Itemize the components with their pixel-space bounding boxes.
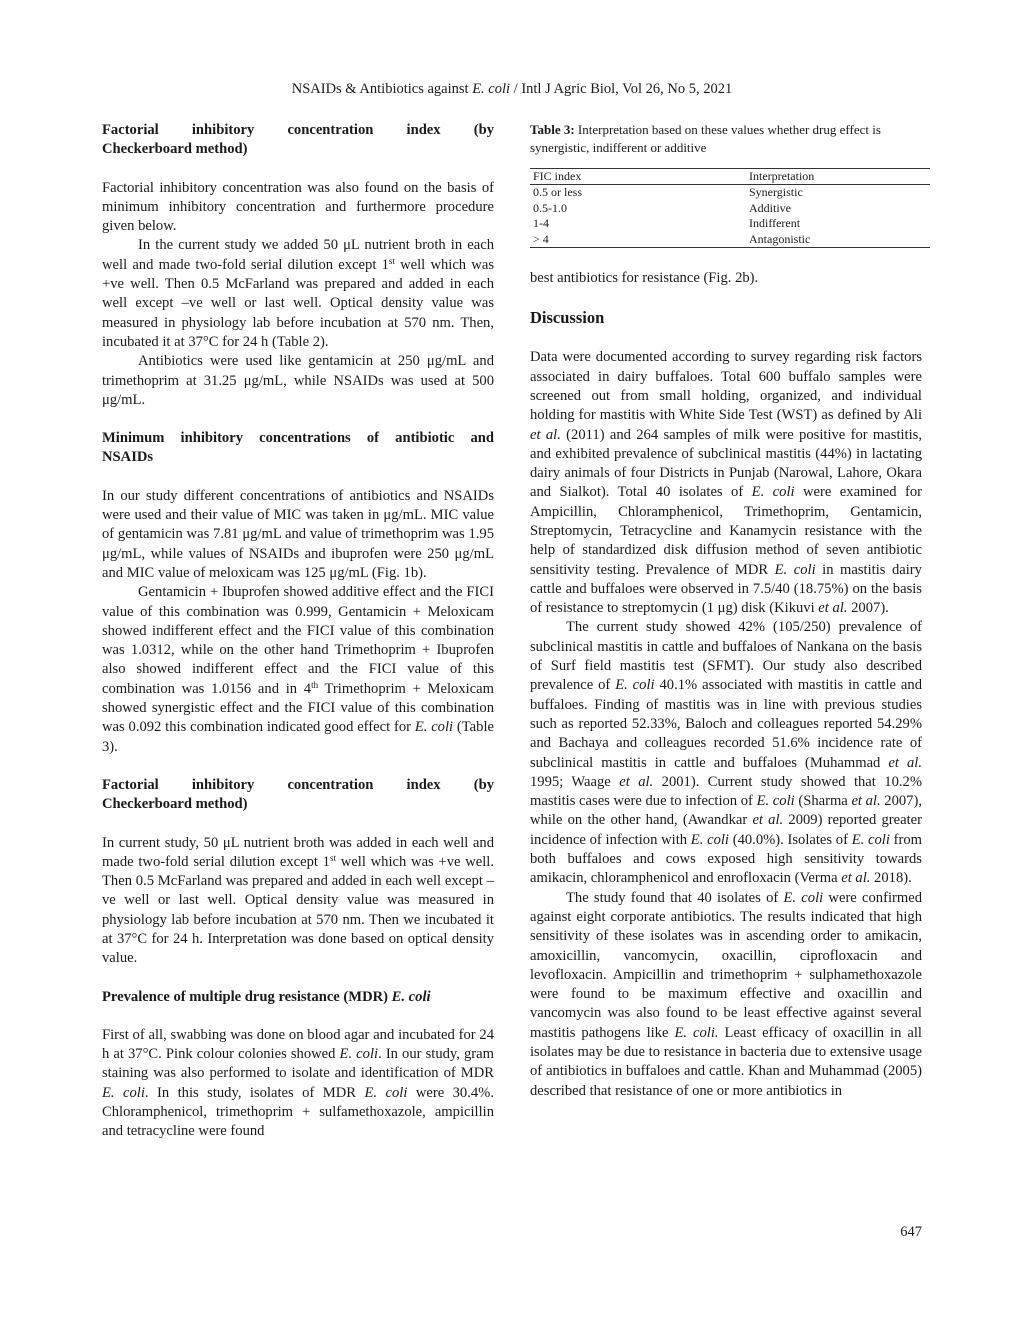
page-number: 647 — [900, 1224, 922, 1240]
right-column — [530, 121, 922, 1101]
paragraph: Factorial inhibitory concentration was also found on the basis of minimum inhibitory concentration and furthermore procedure given below. — [102, 179, 494, 235]
paragraph: In the current study we added 50 μL nutrient broth in each well and made two-fold serial dilution except 1st well which was +ve well. Then 0.5 McFarland was prepared and added in each well except –ve well or last well. Optical density value was measured in physiology lab before incubation at 570 nm. Then, incubated it at 37°C for 24 h (Table 2). — [102, 237, 495, 350]
paragraph: In our study different concentrations of antibiotics and NSAIDs were used and their value of MIC was taken in μg/mL. MIC value of gentamicin was 7.81 μg/mL and value of trimethoprim was 1.95 μg/mL, while values of NSAIDs and ibuprofen were 250 μg/mL and MIC value of meloxicam was 125 μg/mL (Fig. 1b). — [102, 487, 494, 581]
section-heading-mic: Minimum inhibitory concentrations of antibiotic and — [102, 430, 494, 447]
paragraph: The current study showed 42% (105/250) prevalence of subclinical mastitis in cattle and buffaloes of Nankana on the basis of Surf field mastitis test (SFMT). Our study also described prevalence of E. coli 40.1% associated with mastitis in cattle and buffaloes. Finding of mastitis was in line with previous studies such as reported 52.33%, Baloch and colleagues reported 54.29% and Bachaya and colleagues recorded 51.6% incidence rate of subclinical mastitis in cattle and buffaloes (Muhammad et al. 1995; Waage et al. 2001). Current study showed that 10.2% mastitis cases were due to infection of E. coli (Sharma et al. 2007), while on the other hand, (Awandkar et al. 2009) reported greater incidence of infection with E. coli (40.0%). Isolates of E. coli from both buffaloes and cows exposed high sensitivity towards amikacin, chloramphenicol and enrofloxacin (Verma et al. 2018). — [530, 619, 923, 887]
table-cell: Antagonistic — [746, 232, 930, 248]
paragraph: First of all, swabbing was done on blood agar and incubated for 24 h at 37°C. Pink colour colonies showed E. coli. In our study, gram staining was also performed to isolate and identification of MDR E. coli. In this study, isolates of MDR E. coli were 30.4%. Chloramphenicol, trimethoprim + sulfamethoxazole, ampicillin and tetracycline were found — [102, 1026, 494, 1140]
table-caption: Table 3: Interpretation based on these values whether drug effect is synergistic, indifferent or additive — [530, 122, 881, 155]
fic-interpretation-table — [530, 168, 930, 248]
paragraph: best antibiotics for resistance (Fig. 2b). — [530, 270, 759, 287]
table-header-fic-index: FIC index — [530, 169, 746, 185]
table-cell: Additive — [749, 200, 791, 215]
section-heading-fici-2: Factorial inhibitory concentration index (by — [102, 776, 494, 793]
table-cell: > 4 — [530, 232, 746, 248]
discussion-heading: Discussion — [530, 308, 605, 328]
table-row — [530, 201, 930, 216]
section-heading-mdr: Prevalence of multiple drug resistance (MDR) E. coli — [102, 988, 431, 1005]
section-heading-fici: Factorial inhibitory concentration index (by — [102, 122, 494, 138]
table-header-row — [530, 169, 930, 185]
header-organism: E. coli — [472, 81, 511, 97]
table-header-interpretation: Interpretation — [746, 169, 930, 185]
table-cell: 0.5-1.0 — [533, 200, 567, 215]
table-row — [530, 216, 930, 231]
table-cell: 1-4 — [533, 216, 549, 231]
header-prefix: NSAIDs & Antibiotics against — [291, 81, 473, 97]
table-row — [530, 232, 930, 248]
section-heading-fici-cont: Checkerboard method) — [102, 141, 248, 158]
table-row — [530, 185, 930, 201]
paragraph: Antibiotics were used like gentamicin at 250 μg/mL and trimethoprim at 31.25 μg/mL, while NSAIDs was used at 500 μg/mL. — [102, 353, 494, 408]
paragraph: The study found that 40 isolates of E. coli were confirmed against eight corporate antibiotics. The results indicated that high sensitivity of these isolates was in ascending order to amikacin, amoxicillin, vancomycin, oxacillin, ciprofloxacin and levofloxacin. Ampicillin and trimethoprim + sulphamethoxazole were found to be maximum effective and oxacillin and vancomycin was also found to be least effective against several mastitis pathogens like E. coli. Least efficacy of oxacillin in all isolates may be due to resistance in bacteria due to extensive usage of antibiotics in buffaloes and cattle. Khan and Muhammad (2005) described that resistance of one or more antibiotics in — [530, 889, 923, 1099]
table-cell: 0.5 or less — [533, 185, 582, 200]
paragraph: In current study, 50 μL nutrient broth was added in each well and made two-fold serial dilution except 1st well which was +ve well. Then 0.5 McFarland was prepared and added in each well except –ve well or last well. Optical density value was measured in physiology lab before incubation at 570 nm. Then we incubated it at 37°C for 24 h. Interpretation was done based on optical density value. — [102, 834, 494, 967]
table-cell: Synergistic — [749, 185, 803, 200]
section-heading-mic-cont: NSAIDs — [102, 449, 154, 466]
header-journal: / Intl J Agric Biol, Vol 26, No 5, 2021 — [510, 81, 733, 97]
paragraph: Data were documented according to survey regarding risk factors associated in dairy buffaloes. Total 600 buffalo samples were screened out from small holding, organized, and individual holding for mastitis with White Side Test (WST) as defined by Ali et al. (2011) and 264 samples of milk were positive for mastitis, and exhibited prevalence of subclinical mastitis (44%) in lactating dairy animals of four Districts in Punjab (Narowal, Lahore, Okara and Sialkot). Total 40 isolates of E. coli were examined for Ampicillin, Chloramphenicol, Trimethoprim, Gentamicin, Streptomycin, Tetracycline and Kanamycin resistance with the help of standardized disk diffusion method of seven antibiotic sensitivity testing. Prevalence of MDR E. coli in mastitis dairy cattle and buffaloes were observed in 7.5/40 (18.75%) on the basis of resistance to streptomycin (1 μg) disk (Kikuvi et al. 2007). — [530, 349, 922, 617]
table-cell: Indifferent — [749, 216, 801, 231]
section-heading-fici-2-cont: Checkerboard method) — [102, 796, 248, 813]
paragraph: Gentamicin + Ibuprofen showed additive effect and the FICI value of this combination was 0.999, Gentamicin + Meloxicam showed indifferent effect and the FICI value of this combination was 1.0312, while on the other hand Trimethoprim + Ibuprofen also showed indifferent effect and the FICI value of this combination was 1.0156 and in 4th Trimethoprim + Meloxicam showed synergistic effect and the FICI value of this combination was 0.092 this combination indicated good effect for E. coli (Table 3). — [102, 584, 494, 755]
running-header — [0, 80, 1024, 98]
left-column — [102, 121, 494, 1142]
